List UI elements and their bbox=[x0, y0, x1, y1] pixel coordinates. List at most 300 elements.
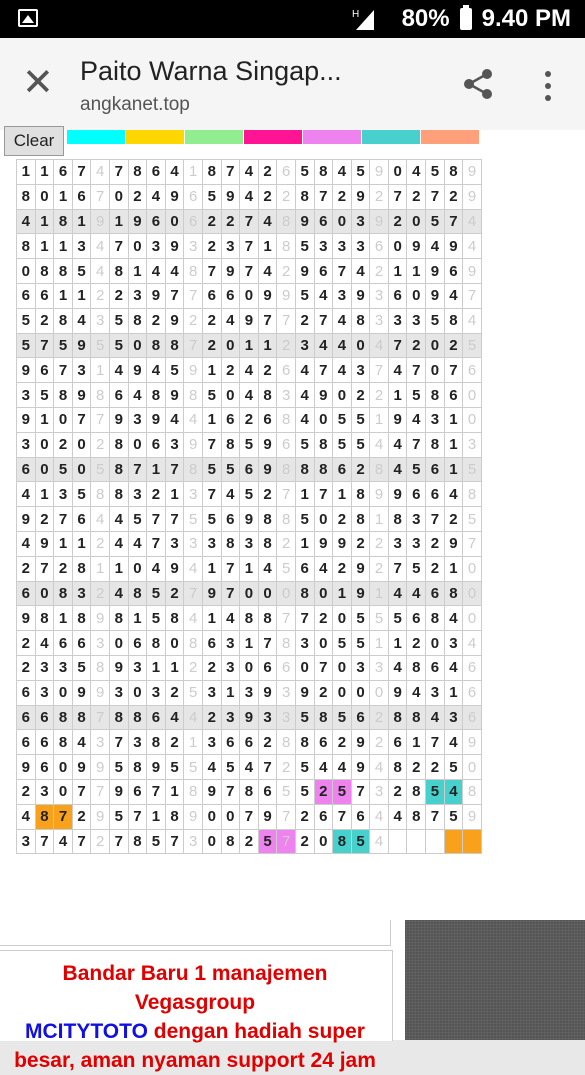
table-cell[interactable]: 5 bbox=[202, 507, 221, 532]
table-cell[interactable]: 2 bbox=[240, 829, 259, 854]
table-cell[interactable]: 6 bbox=[128, 779, 147, 804]
table-cell[interactable]: 2 bbox=[444, 184, 463, 209]
table-cell[interactable]: 8 bbox=[72, 556, 91, 581]
table-cell[interactable]: 0 bbox=[463, 755, 482, 780]
table-cell[interactable]: 2 bbox=[202, 209, 221, 234]
table-cell[interactable]: 5 bbox=[147, 581, 166, 606]
table-cell[interactable]: 9 bbox=[463, 160, 482, 185]
table-cell[interactable]: 6 bbox=[35, 730, 54, 755]
table-cell[interactable]: 2 bbox=[258, 160, 277, 185]
table-cell[interactable]: 8 bbox=[165, 606, 184, 631]
table-cell[interactable]: 3 bbox=[184, 829, 203, 854]
table-cell[interactable]: 8 bbox=[91, 655, 110, 680]
table-cell[interactable]: 6 bbox=[388, 283, 407, 308]
table-cell[interactable]: 7 bbox=[221, 556, 240, 581]
table-cell[interactable]: 6 bbox=[72, 507, 91, 532]
table-cell[interactable]: 7 bbox=[277, 829, 296, 854]
table-cell[interactable]: 9 bbox=[221, 259, 240, 284]
table-cell[interactable]: 7 bbox=[295, 606, 314, 631]
table-cell[interactable]: 3 bbox=[351, 358, 370, 383]
table-cell[interactable]: 3 bbox=[202, 680, 221, 705]
table-cell[interactable]: 4 bbox=[444, 283, 463, 308]
table-cell[interactable]: 2 bbox=[314, 606, 333, 631]
table-cell[interactable]: 6 bbox=[426, 457, 445, 482]
table-cell[interactable]: 0 bbox=[128, 333, 147, 358]
table-cell[interactable]: 8 bbox=[351, 308, 370, 333]
table-cell[interactable]: 7 bbox=[426, 184, 445, 209]
table-cell[interactable]: 0 bbox=[333, 655, 352, 680]
table-cell[interactable]: 8 bbox=[35, 804, 54, 829]
table-cell[interactable]: 2 bbox=[54, 556, 73, 581]
table-cell[interactable]: 3 bbox=[91, 308, 110, 333]
table-cell[interactable]: 0 bbox=[221, 333, 240, 358]
table-cell[interactable]: 5 bbox=[407, 383, 426, 408]
table-cell[interactable]: 4 bbox=[370, 829, 389, 854]
table-cell[interactable]: 8 bbox=[277, 730, 296, 755]
table-cell[interactable]: 3 bbox=[388, 308, 407, 333]
table-cell[interactable]: 3 bbox=[91, 631, 110, 656]
table-cell[interactable]: 5 bbox=[333, 407, 352, 432]
table-cell[interactable]: 2 bbox=[407, 631, 426, 656]
table-cell[interactable]: 5 bbox=[221, 457, 240, 482]
table-cell[interactable]: 5 bbox=[17, 333, 36, 358]
table-cell[interactable]: 9 bbox=[202, 581, 221, 606]
table-cell[interactable]: 9 bbox=[165, 234, 184, 259]
table-cell[interactable]: 9 bbox=[463, 730, 482, 755]
table-cell[interactable]: 9 bbox=[258, 804, 277, 829]
table-cell[interactable]: 5 bbox=[91, 457, 110, 482]
table-cell[interactable]: 8 bbox=[463, 779, 482, 804]
table-cell[interactable]: 9 bbox=[333, 531, 352, 556]
table-cell[interactable]: 7 bbox=[202, 259, 221, 284]
table-cell[interactable]: 7 bbox=[184, 333, 203, 358]
color-swatch[interactable] bbox=[303, 130, 361, 144]
table-cell[interactable]: 5 bbox=[184, 755, 203, 780]
table-cell[interactable]: 4 bbox=[333, 358, 352, 383]
table-cell[interactable]: 7 bbox=[240, 234, 259, 259]
table-cell[interactable]: 8 bbox=[17, 184, 36, 209]
table-cell[interactable]: 9 bbox=[351, 556, 370, 581]
table-cell[interactable]: 2 bbox=[388, 209, 407, 234]
table-cell[interactable]: 2 bbox=[444, 333, 463, 358]
table-cell[interactable]: 8 bbox=[295, 581, 314, 606]
table-cell[interactable]: 8 bbox=[128, 755, 147, 780]
table-cell[interactable]: 7 bbox=[407, 358, 426, 383]
table-cell[interactable]: 5 bbox=[240, 432, 259, 457]
table-cell[interactable]: 9 bbox=[128, 209, 147, 234]
table-cell[interactable]: 6 bbox=[277, 655, 296, 680]
table-cell[interactable]: 7 bbox=[202, 432, 221, 457]
table-cell[interactable]: 7 bbox=[184, 283, 203, 308]
table-cell[interactable]: 4 bbox=[444, 606, 463, 631]
table-cell[interactable]: 5 bbox=[72, 655, 91, 680]
table-cell[interactable]: 8 bbox=[17, 234, 36, 259]
table-cell[interactable]: 7 bbox=[109, 730, 128, 755]
table-cell[interactable]: 2 bbox=[370, 259, 389, 284]
table-cell[interactable]: 0 bbox=[426, 631, 445, 656]
table-cell[interactable]: 9 bbox=[72, 755, 91, 780]
table-cell[interactable]: 7 bbox=[388, 333, 407, 358]
table-cell[interactable]: 0 bbox=[333, 680, 352, 705]
table-cell[interactable]: 4 bbox=[109, 358, 128, 383]
table-cell[interactable]: 8 bbox=[35, 259, 54, 284]
table-cell[interactable]: 8 bbox=[54, 209, 73, 234]
table-cell[interactable]: 9 bbox=[72, 383, 91, 408]
table-cell[interactable]: 8 bbox=[277, 234, 296, 259]
table-cell[interactable]: 3 bbox=[72, 358, 91, 383]
table-cell[interactable]: 2 bbox=[407, 184, 426, 209]
table-cell[interactable]: 4 bbox=[147, 259, 166, 284]
table-cell[interactable]: 4 bbox=[258, 209, 277, 234]
table-cell[interactable]: 0 bbox=[240, 581, 259, 606]
color-swatch[interactable] bbox=[126, 130, 184, 144]
table-cell[interactable]: 3 bbox=[128, 730, 147, 755]
table-cell[interactable]: 1 bbox=[202, 407, 221, 432]
table-cell[interactable]: 1 bbox=[444, 680, 463, 705]
table-cell[interactable]: 1 bbox=[202, 358, 221, 383]
table-cell[interactable]: 7 bbox=[240, 259, 259, 284]
table-cell[interactable]: 3 bbox=[370, 308, 389, 333]
table-cell[interactable]: 9 bbox=[221, 184, 240, 209]
table-cell[interactable]: 3 bbox=[91, 730, 110, 755]
table-cell[interactable]: 4 bbox=[54, 829, 73, 854]
table-cell[interactable]: 8 bbox=[444, 160, 463, 185]
table-cell[interactable]: 3 bbox=[407, 308, 426, 333]
table-cell[interactable]: 0 bbox=[463, 581, 482, 606]
color-swatch[interactable] bbox=[244, 130, 302, 144]
ad-banner[interactable] bbox=[0, 950, 393, 1072]
table-cell[interactable]: 3 bbox=[35, 779, 54, 804]
table-cell[interactable]: 9 bbox=[165, 556, 184, 581]
table-cell[interactable]: 3 bbox=[426, 407, 445, 432]
table-cell[interactable]: 4 bbox=[407, 160, 426, 185]
table-cell[interactable]: 0 bbox=[463, 407, 482, 432]
table-cell[interactable]: 4 bbox=[91, 160, 110, 185]
table-cell[interactable]: 5 bbox=[240, 482, 259, 507]
table-cell[interactable]: 6 bbox=[277, 358, 296, 383]
table-cell[interactable]: 2 bbox=[277, 755, 296, 780]
table-cell[interactable]: 4 bbox=[295, 358, 314, 383]
table-cell[interactable]: 8 bbox=[128, 705, 147, 730]
table-cell[interactable]: 7 bbox=[388, 184, 407, 209]
table-cell[interactable]: 5 bbox=[351, 606, 370, 631]
table-cell[interactable]: 6 bbox=[351, 705, 370, 730]
table-cell[interactable]: 8 bbox=[351, 507, 370, 532]
table-cell[interactable]: 8 bbox=[407, 655, 426, 680]
table-cell[interactable]: 7 bbox=[444, 358, 463, 383]
table-cell[interactable]: 9 bbox=[91, 680, 110, 705]
table-cell[interactable]: 9 bbox=[351, 581, 370, 606]
table-cell[interactable]: 5 bbox=[463, 457, 482, 482]
table-cell[interactable]: 6 bbox=[72, 184, 91, 209]
table-cell[interactable]: 5 bbox=[202, 457, 221, 482]
table-cell[interactable]: 5 bbox=[426, 308, 445, 333]
table-cell[interactable]: 1 bbox=[72, 283, 91, 308]
table-cell[interactable] bbox=[388, 829, 407, 854]
table-cell[interactable]: 5 bbox=[184, 680, 203, 705]
table-cell[interactable]: 8 bbox=[314, 432, 333, 457]
table-cell[interactable]: 2 bbox=[91, 581, 110, 606]
table-cell[interactable]: 8 bbox=[184, 383, 203, 408]
table-cell[interactable]: 3 bbox=[277, 383, 296, 408]
table-cell[interactable]: 7 bbox=[109, 160, 128, 185]
table-cell[interactable]: 8 bbox=[314, 457, 333, 482]
table-cell[interactable]: 5 bbox=[184, 507, 203, 532]
table-cell[interactable]: 0 bbox=[333, 606, 352, 631]
table-cell[interactable]: 4 bbox=[165, 259, 184, 284]
table-cell[interactable]: 7 bbox=[444, 209, 463, 234]
table-cell[interactable]: 9 bbox=[295, 259, 314, 284]
table-cell[interactable]: 5 bbox=[295, 507, 314, 532]
table-cell[interactable]: 2 bbox=[17, 655, 36, 680]
table-cell[interactable]: 2 bbox=[388, 779, 407, 804]
table-cell[interactable]: 8 bbox=[426, 383, 445, 408]
clear-button[interactable]: Clear bbox=[4, 126, 64, 156]
table-cell[interactable]: 6 bbox=[426, 655, 445, 680]
table-cell[interactable]: 6 bbox=[240, 457, 259, 482]
table-cell[interactable]: 1 bbox=[35, 234, 54, 259]
table-cell[interactable]: 9 bbox=[426, 259, 445, 284]
table-cell[interactable]: 4 bbox=[184, 407, 203, 432]
table-cell[interactable]: 4 bbox=[407, 581, 426, 606]
table-cell[interactable]: 0 bbox=[35, 457, 54, 482]
table-cell[interactable]: 7 bbox=[54, 804, 73, 829]
table-cell[interactable]: 6 bbox=[277, 160, 296, 185]
table-cell[interactable]: 8 bbox=[277, 407, 296, 432]
table-cell[interactable]: 6 bbox=[147, 705, 166, 730]
table-cell[interactable]: 3 bbox=[128, 482, 147, 507]
table-cell[interactable]: 5 bbox=[351, 432, 370, 457]
table-cell[interactable]: 3 bbox=[333, 283, 352, 308]
table-cell[interactable]: 5 bbox=[295, 779, 314, 804]
table-cell[interactable]: 4 bbox=[17, 209, 36, 234]
table-cell[interactable]: 3 bbox=[295, 631, 314, 656]
table-cell[interactable]: 5 bbox=[295, 283, 314, 308]
table-cell[interactable]: 9 bbox=[165, 184, 184, 209]
table-cell[interactable]: 8 bbox=[184, 631, 203, 656]
table-cell[interactable]: 2 bbox=[370, 531, 389, 556]
table-cell[interactable]: 7 bbox=[147, 531, 166, 556]
table-cell[interactable]: 4 bbox=[258, 556, 277, 581]
table-cell[interactable]: 2 bbox=[165, 581, 184, 606]
table-cell[interactable]: 7 bbox=[72, 160, 91, 185]
table-cell[interactable]: 1 bbox=[444, 556, 463, 581]
table-cell[interactable]: 1 bbox=[54, 531, 73, 556]
table-cell[interactable]: 3 bbox=[444, 631, 463, 656]
table-cell[interactable]: 4 bbox=[221, 308, 240, 333]
table-cell[interactable]: 2 bbox=[407, 755, 426, 780]
table-cell[interactable]: 2 bbox=[91, 531, 110, 556]
table-cell[interactable]: 4 bbox=[91, 259, 110, 284]
table-cell[interactable]: 0 bbox=[463, 383, 482, 408]
table-cell[interactable]: 6 bbox=[109, 383, 128, 408]
table-cell[interactable]: 7 bbox=[333, 259, 352, 284]
table-cell[interactable]: 9 bbox=[35, 531, 54, 556]
table-cell[interactable]: 9 bbox=[128, 358, 147, 383]
table-cell[interactable]: 4 bbox=[91, 507, 110, 532]
table-cell[interactable]: 8 bbox=[109, 259, 128, 284]
table-cell[interactable]: 0 bbox=[295, 655, 314, 680]
table-cell[interactable]: 7 bbox=[426, 507, 445, 532]
table-cell[interactable]: 2 bbox=[17, 556, 36, 581]
table-cell[interactable]: 7 bbox=[314, 184, 333, 209]
table-cell[interactable]: 0 bbox=[165, 209, 184, 234]
table-cell[interactable]: 7 bbox=[54, 358, 73, 383]
table-cell[interactable]: 5 bbox=[463, 507, 482, 532]
table-cell[interactable]: 4 bbox=[72, 730, 91, 755]
table-cell[interactable]: 6 bbox=[463, 705, 482, 730]
table-cell[interactable]: 7 bbox=[277, 482, 296, 507]
table-cell[interactable]: 7 bbox=[221, 160, 240, 185]
table-cell[interactable]: 3 bbox=[333, 234, 352, 259]
table-cell[interactable] bbox=[426, 829, 445, 854]
table-cell[interactable]: 6 bbox=[351, 804, 370, 829]
table-cell[interactable]: 8 bbox=[109, 705, 128, 730]
table-cell[interactable]: 2 bbox=[258, 358, 277, 383]
table-cell[interactable]: 3 bbox=[165, 531, 184, 556]
table-cell[interactable]: 0 bbox=[351, 680, 370, 705]
table-cell[interactable]: 4 bbox=[388, 457, 407, 482]
table-cell[interactable]: 6 bbox=[463, 358, 482, 383]
table-cell[interactable]: 6 bbox=[314, 804, 333, 829]
table-cell[interactable]: 3 bbox=[426, 680, 445, 705]
table-cell[interactable]: 2 bbox=[333, 184, 352, 209]
table-cell[interactable]: 3 bbox=[221, 631, 240, 656]
table-cell[interactable]: 8 bbox=[221, 432, 240, 457]
table-cell[interactable]: 9 bbox=[407, 234, 426, 259]
table-cell[interactable]: 1 bbox=[54, 283, 73, 308]
table-cell[interactable]: 0 bbox=[128, 556, 147, 581]
table-cell[interactable]: 2 bbox=[351, 531, 370, 556]
table-cell[interactable]: 8 bbox=[295, 457, 314, 482]
table-cell[interactable]: 4 bbox=[109, 507, 128, 532]
table-cell[interactable]: 4 bbox=[109, 531, 128, 556]
table-cell[interactable]: 0 bbox=[463, 606, 482, 631]
table-cell[interactable]: 1 bbox=[221, 680, 240, 705]
table-cell[interactable]: 3 bbox=[370, 779, 389, 804]
table-cell[interactable]: 6 bbox=[221, 407, 240, 432]
table-cell[interactable]: 1 bbox=[128, 606, 147, 631]
table-cell[interactable]: 5 bbox=[351, 631, 370, 656]
table-cell[interactable]: 8 bbox=[202, 160, 221, 185]
table-cell[interactable]: 2 bbox=[258, 730, 277, 755]
table-cell[interactable]: 7 bbox=[184, 581, 203, 606]
table-cell[interactable]: 1 bbox=[72, 531, 91, 556]
table-cell[interactable]: 2 bbox=[202, 655, 221, 680]
table-cell[interactable]: 8 bbox=[407, 705, 426, 730]
table-cell[interactable]: 6 bbox=[463, 680, 482, 705]
table-cell[interactable]: 3 bbox=[128, 283, 147, 308]
table-cell[interactable]: 7 bbox=[426, 730, 445, 755]
table-cell[interactable]: 9 bbox=[109, 655, 128, 680]
table-cell[interactable]: 8 bbox=[221, 531, 240, 556]
table-cell[interactable]: 9 bbox=[109, 779, 128, 804]
table-cell[interactable]: 8 bbox=[147, 333, 166, 358]
table-cell[interactable]: 6 bbox=[426, 482, 445, 507]
table-cell[interactable]: 2 bbox=[17, 631, 36, 656]
table-cell[interactable]: 6 bbox=[147, 160, 166, 185]
table-cell[interactable]: 8 bbox=[388, 755, 407, 780]
table-cell[interactable]: 8 bbox=[444, 581, 463, 606]
table-cell[interactable]: 0 bbox=[240, 655, 259, 680]
table-cell[interactable]: 1 bbox=[370, 407, 389, 432]
table-cell[interactable]: 5 bbox=[351, 160, 370, 185]
table-cell[interactable]: 1 bbox=[72, 209, 91, 234]
table-cell[interactable]: 5 bbox=[388, 606, 407, 631]
more-options-icon[interactable] bbox=[540, 68, 556, 104]
table-cell[interactable]: 0 bbox=[109, 631, 128, 656]
table-cell[interactable]: 1 bbox=[147, 804, 166, 829]
table-cell[interactable]: 1 bbox=[295, 531, 314, 556]
table-cell[interactable]: 4 bbox=[240, 383, 259, 408]
table-cell[interactable]: 1 bbox=[128, 259, 147, 284]
table-cell[interactable]: 0 bbox=[407, 283, 426, 308]
table-cell[interactable]: 4 bbox=[370, 755, 389, 780]
table-cell[interactable]: 2 bbox=[91, 283, 110, 308]
table-cell[interactable]: 5 bbox=[351, 829, 370, 854]
table-cell[interactable]: 5 bbox=[147, 606, 166, 631]
table-cell[interactable]: 1 bbox=[147, 655, 166, 680]
table-cell[interactable]: 7 bbox=[407, 432, 426, 457]
table-cell[interactable]: 9 bbox=[184, 804, 203, 829]
table-cell[interactable]: 8 bbox=[109, 432, 128, 457]
table-cell[interactable]: 0 bbox=[202, 829, 221, 854]
table-cell[interactable]: 4 bbox=[128, 531, 147, 556]
table-cell[interactable]: 0 bbox=[333, 383, 352, 408]
table-cell[interactable]: 3 bbox=[35, 655, 54, 680]
table-cell[interactable]: 0 bbox=[407, 209, 426, 234]
table-cell[interactable]: 8 bbox=[240, 779, 259, 804]
table-cell[interactable]: 2 bbox=[165, 680, 184, 705]
table-cell[interactable]: 8 bbox=[54, 730, 73, 755]
table-cell[interactable]: 5 bbox=[407, 556, 426, 581]
table-cell[interactable]: 5 bbox=[109, 755, 128, 780]
table-cell[interactable]: 0 bbox=[54, 755, 73, 780]
table-cell[interactable]: 7 bbox=[333, 804, 352, 829]
table-cell[interactable]: 8 bbox=[221, 829, 240, 854]
table-cell[interactable]: 4 bbox=[184, 705, 203, 730]
table-cell[interactable]: 8 bbox=[258, 531, 277, 556]
table-cell[interactable]: 0 bbox=[17, 259, 36, 284]
table-cell[interactable]: 1 bbox=[147, 457, 166, 482]
table-cell[interactable]: 9 bbox=[444, 531, 463, 556]
table-cell[interactable]: 3 bbox=[35, 680, 54, 705]
table-cell[interactable]: 7 bbox=[463, 283, 482, 308]
color-swatch[interactable] bbox=[185, 130, 243, 144]
table-cell[interactable]: 9 bbox=[240, 308, 259, 333]
table-cell[interactable]: 1 bbox=[109, 556, 128, 581]
table-cell[interactable]: 1 bbox=[370, 507, 389, 532]
table-cell[interactable]: 0 bbox=[221, 383, 240, 408]
table-cell[interactable]: 7 bbox=[351, 779, 370, 804]
table-cell[interactable]: 9 bbox=[351, 283, 370, 308]
table-cell[interactable]: 0 bbox=[128, 234, 147, 259]
table-cell[interactable]: 0 bbox=[370, 680, 389, 705]
table-cell[interactable]: 9 bbox=[388, 407, 407, 432]
table-cell[interactable]: 3 bbox=[351, 209, 370, 234]
table-cell[interactable]: 7 bbox=[314, 308, 333, 333]
table-cell[interactable]: 2 bbox=[370, 184, 389, 209]
table-cell[interactable]: 5 bbox=[221, 755, 240, 780]
share-icon[interactable] bbox=[460, 66, 496, 102]
table-cell[interactable]: 6 bbox=[444, 259, 463, 284]
table-cell[interactable]: 9 bbox=[240, 705, 259, 730]
table-cell[interactable]: 4 bbox=[426, 234, 445, 259]
table-cell[interactable]: 7 bbox=[314, 358, 333, 383]
table-cell[interactable]: 8 bbox=[54, 308, 73, 333]
table-cell[interactable]: 2 bbox=[295, 829, 314, 854]
table-cell[interactable]: 5 bbox=[165, 755, 184, 780]
